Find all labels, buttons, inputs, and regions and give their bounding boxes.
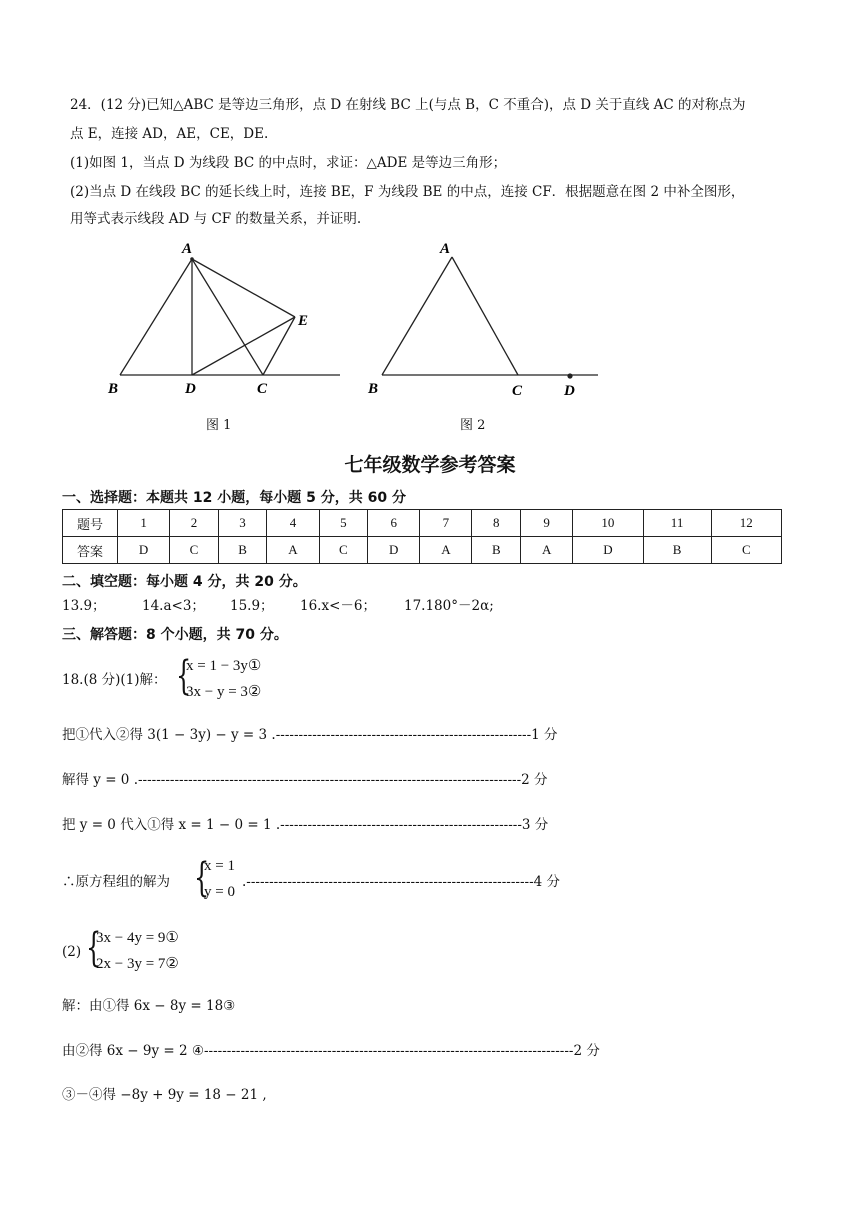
q18-step-2: 解得 y = 0 .------------------------------------------------------------------------------------2 分	[62, 772, 548, 788]
fig1-point-a	[190, 257, 194, 261]
q18-step-1: 把①代入②得 3(1 − 3y) − y = 3 .--------------------------------------------------------1 分	[62, 727, 558, 743]
fill-answer-17: 17.180°－2α;	[404, 598, 494, 614]
table-cell: A	[521, 537, 573, 564]
fig1-segment-ab	[120, 259, 192, 375]
table-header-cell: 题号	[63, 510, 118, 537]
table-cell: 11	[643, 510, 711, 537]
table-cell: 8	[472, 510, 521, 537]
brace-symbol: {	[86, 925, 102, 971]
table-cell: 4	[267, 510, 319, 537]
problem-24-line-4: (2)当点 D 在线段 BC 的延长线上时，连接 BE，F 为线段 BE 的中点，连接 CF．根据题意在图 2 中补全图形，	[70, 184, 745, 200]
fill-answer-14: 14.a<3；	[142, 598, 205, 614]
table-cell: D	[118, 537, 170, 564]
brace-symbol: {	[194, 855, 210, 901]
fig2-segment-ac	[452, 257, 518, 375]
fig1-label-a: A	[182, 241, 193, 257]
table-cell: B	[472, 537, 521, 564]
fig2-label-b: B	[368, 381, 379, 397]
system2-equation-2: 2x − 3y = 7②	[96, 956, 179, 972]
problem-24-line-1: 24．(12 分)已知△ABC 是等边三角形，点 D 在射线 BC 上(与点 B，C 不重合)，点 D 关于直线 AC 的对称点为	[70, 97, 746, 113]
q18-solution-prefix: ∴原方程组的解为	[62, 874, 170, 890]
table-cell: 12	[711, 510, 781, 537]
q18-step-4: 解：由①得 6x − 8y = 18③	[62, 998, 236, 1014]
figure-1	[100, 235, 360, 405]
problem-24-line-5: 用等式表示线段 AD 与 CF 的数量关系，并证明.	[70, 211, 362, 227]
fig1-label-b: B	[108, 381, 119, 397]
section-2-heading: 二、填空题：每小题 4 分，共 20 分。	[62, 574, 307, 590]
brace-symbol: {	[176, 653, 192, 699]
fig2-label-d: D	[564, 383, 575, 399]
figure-2	[360, 235, 610, 405]
figure-1-caption: 图 1	[206, 418, 232, 433]
q18-solution-suffix: .---------------------------------------------------------------4 分	[242, 874, 561, 890]
q18-step-6: ③－④得 −8y + 9y = 18 − 21 ,	[62, 1087, 267, 1103]
fill-answer-13: 13.9；	[62, 598, 106, 614]
fill-answer-15: 15.9；	[230, 598, 274, 614]
table-cell: B	[218, 537, 267, 564]
table-cell: C	[319, 537, 368, 564]
fig1-segment-ae	[192, 259, 295, 317]
q18-intro: 18.(8 分)(1)解：	[62, 672, 167, 688]
table-cell: C	[170, 537, 219, 564]
table-cell: 7	[420, 510, 472, 537]
answers-title: 七年级数学参考答案	[344, 454, 516, 476]
system2-equation-1: 3x − 4y = 9①	[96, 930, 179, 946]
table-row	[63, 510, 782, 537]
table-cell: D	[368, 537, 420, 564]
system1-equation-1: x = 1 − 3y①	[186, 658, 262, 674]
problem-24-line-3: (1)如图 1，当点 D 为线段 BC 的中点时，求证：△ADE 是等边三角形；	[70, 155, 507, 171]
table-cell: 2	[170, 510, 219, 537]
table-row	[63, 537, 782, 564]
solution-equation-1: x = 1	[204, 858, 235, 874]
fill-answer-16: 16.x<－6；	[300, 598, 376, 614]
q18-part2-prefix: (2)	[62, 944, 82, 960]
solution-equation-2: y = 0	[204, 884, 235, 900]
q18-step-5: 由②得 6x − 9y = 2 ④---------------------------------------------------------------------------------2 分	[62, 1043, 600, 1059]
answer-table	[62, 509, 782, 564]
table-cell: D	[573, 537, 643, 564]
fig2-label-a: A	[440, 241, 451, 257]
fig1-label-e: E	[298, 313, 309, 329]
system1-equation-2: 3x − y = 3②	[186, 684, 262, 700]
table-cell: A	[267, 537, 319, 564]
table-cell: 6	[368, 510, 420, 537]
table-cell: 9	[521, 510, 573, 537]
fig2-point-d	[567, 373, 572, 378]
figure-2-caption: 图 2	[460, 418, 486, 433]
table-cell: A	[420, 537, 472, 564]
q18-step-3: 把 y = 0 代入①得 x = 1 − 0 = 1 .-----------------------------------------------------3 分	[62, 817, 549, 833]
table-header-cell: 答案	[63, 537, 118, 564]
table-cell: B	[643, 537, 711, 564]
table-cell: 10	[573, 510, 643, 537]
problem-24-line-2: 点 E，连接 AD，AE，CE，DE.	[70, 126, 269, 142]
table-cell: 1	[118, 510, 170, 537]
section-3-heading: 三、解答题：8 个小题，共 70 分。	[62, 627, 288, 643]
table-cell: 3	[218, 510, 267, 537]
fig1-segment-ac	[192, 259, 263, 375]
fig1-label-c: C	[257, 381, 268, 397]
fig2-segment-ab	[382, 257, 452, 375]
table-cell: 5	[319, 510, 368, 537]
fig2-label-c: C	[512, 383, 523, 399]
table-cell: C	[711, 537, 781, 564]
fig1-label-d: D	[185, 381, 196, 397]
section-1-heading: 一、选择题：本题共 12 小题，每小题 5 分，共 60 分	[62, 490, 406, 506]
